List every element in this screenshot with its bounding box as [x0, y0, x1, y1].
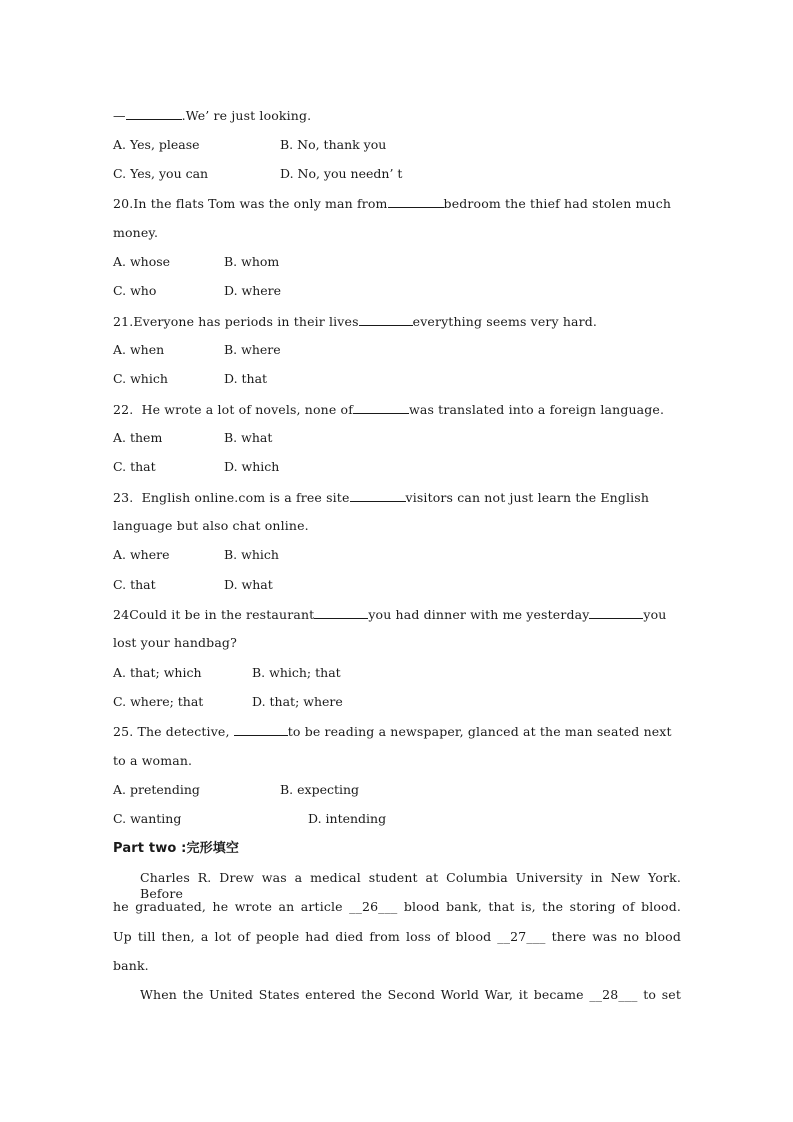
- option-a: A. that; which: [113, 665, 202, 680]
- stem-text: 25. The detective,: [113, 724, 234, 739]
- option-a: A. whose: [113, 254, 171, 269]
- option-c: C. that: [113, 577, 156, 592]
- paragraph-line: bank.: [113, 958, 149, 973]
- question-25-stem-cont: to a woman.: [113, 753, 193, 768]
- option-b: B. expecting: [280, 782, 360, 797]
- answer-blank: [234, 723, 288, 736]
- section-heading: Part two :完形填空: [113, 841, 240, 856]
- paragraph-line: he graduated, he wrote an article __26___ blood bank, that is, the storing of blood.: [113, 899, 681, 914]
- option-d: D. that; where: [252, 694, 343, 709]
- stem-text: 23. English online.com is a free site: [113, 490, 350, 505]
- option-a: A. when: [113, 342, 165, 357]
- paragraph-line: When the United States entered the Second World War, it became __28___ to set: [140, 987, 681, 1002]
- paragraph-line: Charles R. Drew was a medical student at Columbia University in New York. Before: [140, 870, 681, 901]
- answer-blank: [388, 195, 444, 208]
- stem-text: 22. He wrote a lot of novels, none of: [113, 402, 354, 417]
- stem-text: bedroom the thief had stolen much: [443, 196, 672, 211]
- option-d: D. which: [224, 459, 280, 474]
- option-a: A. where: [113, 547, 170, 562]
- option-c: C. that: [113, 459, 156, 474]
- option-a: A. Yes, please: [113, 137, 200, 152]
- option-c: C. wanting: [113, 811, 182, 826]
- option-c: C. which: [113, 371, 168, 386]
- option-c: C. who: [113, 283, 157, 298]
- dash: —: [113, 108, 126, 123]
- document-page: [113, 0, 683, 1122]
- stem-text: .We’ re just looking.: [181, 108, 312, 123]
- answer-blank: [353, 401, 409, 414]
- question-20-stem-cont: money.: [113, 225, 159, 240]
- question-23-stem: [113, 489, 649, 506]
- question-20-stem: [113, 195, 671, 212]
- option-b: B. where: [224, 342, 281, 357]
- stem-text: to be reading a newspaper, glanced at the man seated next: [287, 724, 672, 739]
- option-d: D. where: [224, 283, 282, 298]
- option-b: B. what: [224, 430, 273, 445]
- option-d: D. what: [224, 577, 273, 592]
- option-d: D. No, you needn’ t: [280, 166, 403, 181]
- answer-blank: [126, 107, 182, 120]
- stem-text: 24Could it be in the restaurant: [113, 607, 315, 622]
- question-24-stem: [113, 606, 667, 623]
- stem-text: everything seems very hard.: [412, 314, 598, 329]
- option-b: B. No, thank you: [280, 137, 387, 152]
- option-b: B. whom: [224, 254, 280, 269]
- stem-text: you had dinner with me yesterday: [368, 607, 590, 622]
- question-25-stem: [113, 723, 672, 740]
- question-22-stem: [113, 401, 664, 418]
- stem-text: 20.In the flats Tom was the only man from: [113, 196, 388, 211]
- option-c: C. where; that: [113, 694, 204, 709]
- paragraph-line: Up till then, a lot of people had died from loss of blood __27___ there was no blood: [113, 929, 681, 944]
- answer-blank: [589, 606, 643, 619]
- stem-text: you: [643, 607, 667, 622]
- stem-text: 21.Everyone has periods in their lives: [113, 314, 359, 329]
- option-c: C. Yes, you can: [113, 166, 209, 181]
- stem-text: visitors can not just learn the English: [405, 490, 650, 505]
- question-19-stem: [113, 107, 311, 124]
- option-a: A. them: [113, 430, 163, 445]
- answer-blank: [350, 489, 406, 502]
- stem-text: was translated into a foreign language.: [409, 402, 665, 417]
- option-b: B. which; that: [252, 665, 341, 680]
- question-24-stem-cont: lost your handbag?: [113, 635, 237, 650]
- option-a: A. pretending: [113, 782, 200, 797]
- question-23-stem-cont: language but also chat online.: [113, 518, 309, 533]
- option-d: D. that: [224, 371, 268, 386]
- answer-blank: [359, 313, 413, 326]
- question-21-stem: [113, 313, 597, 330]
- option-b: B. which: [224, 547, 279, 562]
- option-d: D. intending: [308, 811, 387, 826]
- answer-blank: [314, 606, 368, 619]
